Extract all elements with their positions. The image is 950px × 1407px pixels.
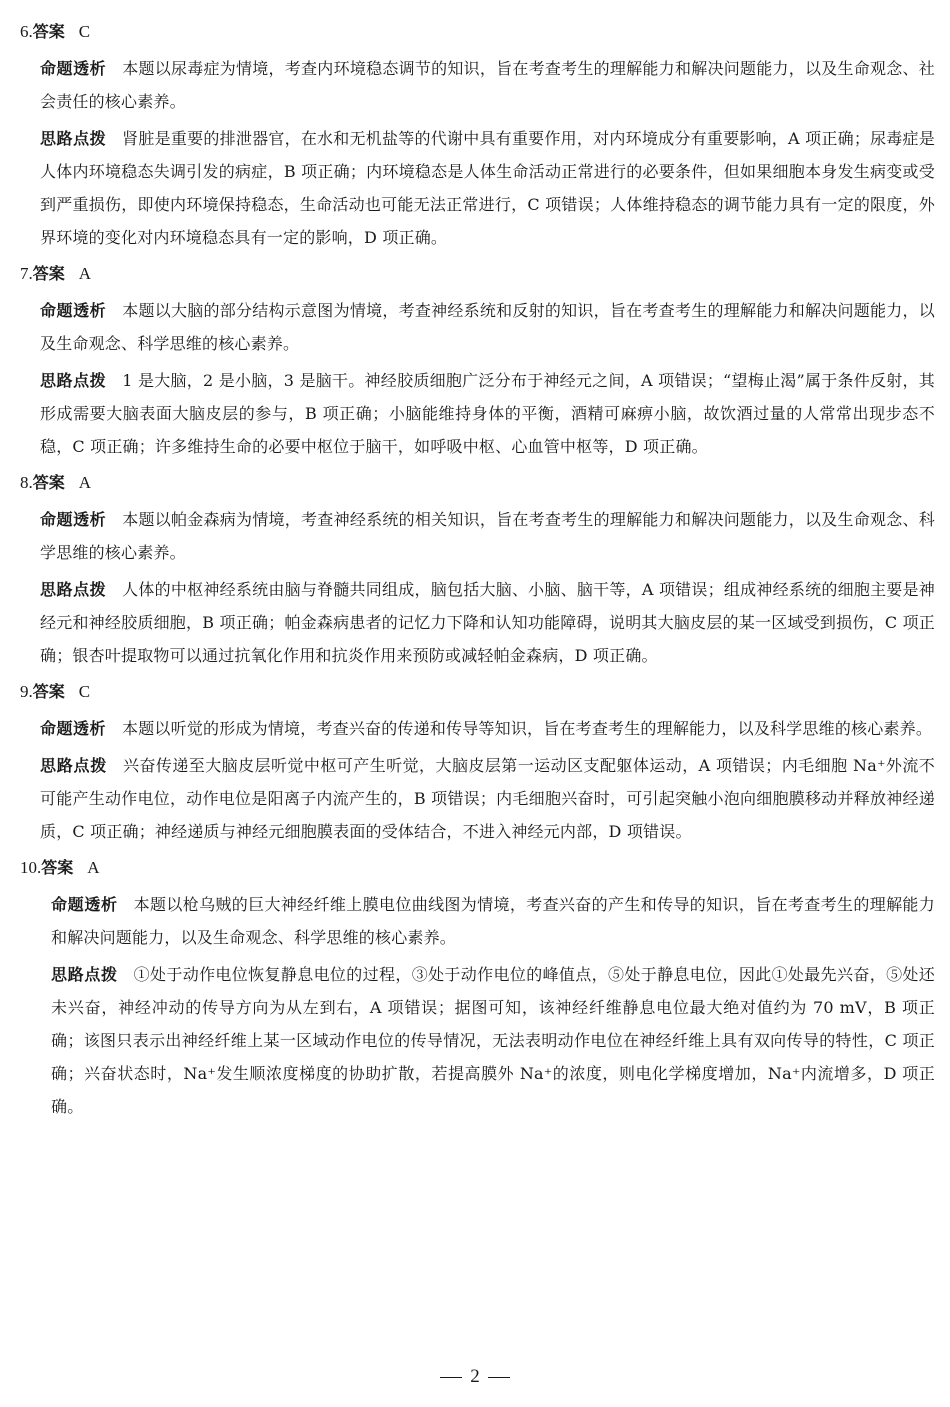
hint-text: 1 是大脑，2 是小脑，3 是脑干。神经胶质细胞广泛分布于神经元之间，A 项错误；“望梅止渴”属于条件反射，其形成需要大脑表面大脑皮层的参与，B 项正确；小脑能维持身体的平衡，酒精可麻痹小脑，故饮酒过量的人常常出现步态不稳，C 项正确；许多维持生命的必要中枢位于脑干，如呼吸中枢、心血管中枢等，D 项正确。 [40,371,935,456]
question-header [20,256,935,292]
analysis-label: 命题透析 [40,719,107,738]
hint-text: 肾脏是重要的排泄器官，在水和无机盐等的代谢中具有重要作用，对内环境成分有重要影响，A 项正确；尿毒症是人体内环境稳态失调引发的病症，B 项正确；内环境稳态是人体生命活动正常进行的必要条件，但如果细胞本身发生病变或受到严重损伤，即使内环境保持稳态，生命活动也可能无法正常进行，C 项错误；人体维持稳态的调节能力具有一定的限度，外界环境的变化对内环境稳态具有一定的影响，D 项正确。 [40,129,935,247]
answer-label: 答案 [32,264,65,283]
question-7 [20,256,935,465]
hint-paragraph [40,120,935,256]
question-9 [20,674,935,850]
hint-label: 思路点拨 [40,371,107,390]
analysis-label: 命题透析 [51,895,118,914]
question-number: 9. [20,682,33,701]
answer-value: C [78,682,91,701]
hint-text: ①处于动作电位恢复静息电位的过程，③处于动作电位的峰值点，⑤处于静息电位，因此①处最先兴奋，⑤处还未兴奋，神经冲动的传导方向为从左到右，A 项错误；据图可知，该神经纤维静息电位最大绝对值约为 70 mV，B 项正确；该图只表示出神经纤维上某一区域动作电位的传导情况，无法表明动作电位在神经纤维上具有双向传导的特性，C 项正确；兴奋状态时，Na⁺发生顺浓度梯度的协助扩散，若提高膜外 Na⁺的浓度，则电化学梯度增加，Na⁺内流增多，D 项正确。 [51,965,935,1116]
hint-paragraph [40,571,935,674]
hint-label: 思路点拨 [40,129,107,148]
analysis-paragraph [51,886,935,956]
answer-value: C [78,22,91,41]
question-10 [20,850,935,1125]
question-number: 7. [20,264,33,283]
question-header [20,465,935,501]
answer-value: A [78,264,92,283]
hint-text: 人体的中枢神经系统由脑与脊髓共同组成，脑包括大脑、小脑、脑干等，A 项错误；组成神经系统的细胞主要是神经元和神经胶质细胞，B 项正确；帕金森病患者的记忆力下降和认知功能障碍，说明其大脑皮层的某一区域受到损伤，C 项正确；银杏叶提取物可以通过抗氧化作用和抗炎作用来预防或减轻帕金森病，D 项正确。 [40,580,935,665]
analysis-label: 命题透析 [40,59,107,78]
question-8 [20,465,935,674]
hint-label: 思路点拨 [40,756,107,775]
hint-paragraph [40,362,935,465]
analysis-text: 本题以帕金森病为情境，考查神经系统的相关知识，旨在考查考生的理解能力和解决问题能力，以及生命观念、科学思维的核心素养。 [40,510,935,562]
analysis-text: 本题以枪乌贼的巨大神经纤维上膜电位曲线图为情境，考查兴奋的产生和传导的知识，旨在考查考生的理解能力和解决问题能力，以及生命观念、科学思维的核心素养。 [51,895,935,947]
hint-label: 思路点拨 [40,580,107,599]
analysis-text: 本题以大脑的部分结构示意图为情境，考查神经系统和反射的知识，旨在考查考生的理解能力和解决问题能力，以及生命观念、科学思维的核心素养。 [40,301,935,353]
analysis-label: 命题透析 [40,301,107,320]
footer-dash-left [440,1377,462,1378]
question-6 [20,14,935,256]
analysis-paragraph [40,50,935,120]
answer-value: A [78,473,92,492]
answer-label: 答案 [32,473,65,492]
page-footer [0,1362,950,1392]
question-number: 10. [20,858,42,877]
hint-paragraph [40,747,935,850]
hint-paragraph [51,956,935,1125]
question-header [20,14,935,50]
question-number: 6. [20,22,33,41]
question-number: 8. [20,473,33,492]
analysis-paragraph [40,710,935,747]
hint-label: 思路点拨 [51,965,118,984]
answer-value: A [87,858,100,877]
answer-page [20,14,935,1125]
footer-dash-right [488,1377,510,1378]
answer-label: 答案 [41,858,74,877]
analysis-text: 本题以听觉的形成为情境，考查兴奋的传递和传导等知识，旨在考查考生的理解能力，以及科学思维的核心素养。 [122,719,933,738]
analysis-paragraph [40,501,935,571]
answer-label: 答案 [32,682,65,701]
analysis-label: 命题透析 [40,510,107,529]
question-header [20,674,935,710]
analysis-paragraph [40,292,935,362]
answer-label: 答案 [32,22,65,41]
analysis-text: 本题以尿毒症为情境，考查内环境稳态调节的知识，旨在考查考生的理解能力和解决问题能力，以及生命观念、社会责任的核心素养。 [40,59,935,111]
hint-text: 兴奋传递至大脑皮层听觉中枢可产生听觉，大脑皮层第一运动区支配躯体运动，A 项错误；内毛细胞 Na⁺外流不可能产生动作电位，动作电位是阳离子内流产生的，B 项错误；内毛细胞兴奋时，可引起突触小泡向细胞膜移动并释放神经递质，C 项正确；神经递质与神经元细胞膜表面的受体结合，不进入神经元内部，D 项错误。 [40,756,935,841]
page-number: 2 [470,1366,480,1387]
question-header [20,850,935,886]
